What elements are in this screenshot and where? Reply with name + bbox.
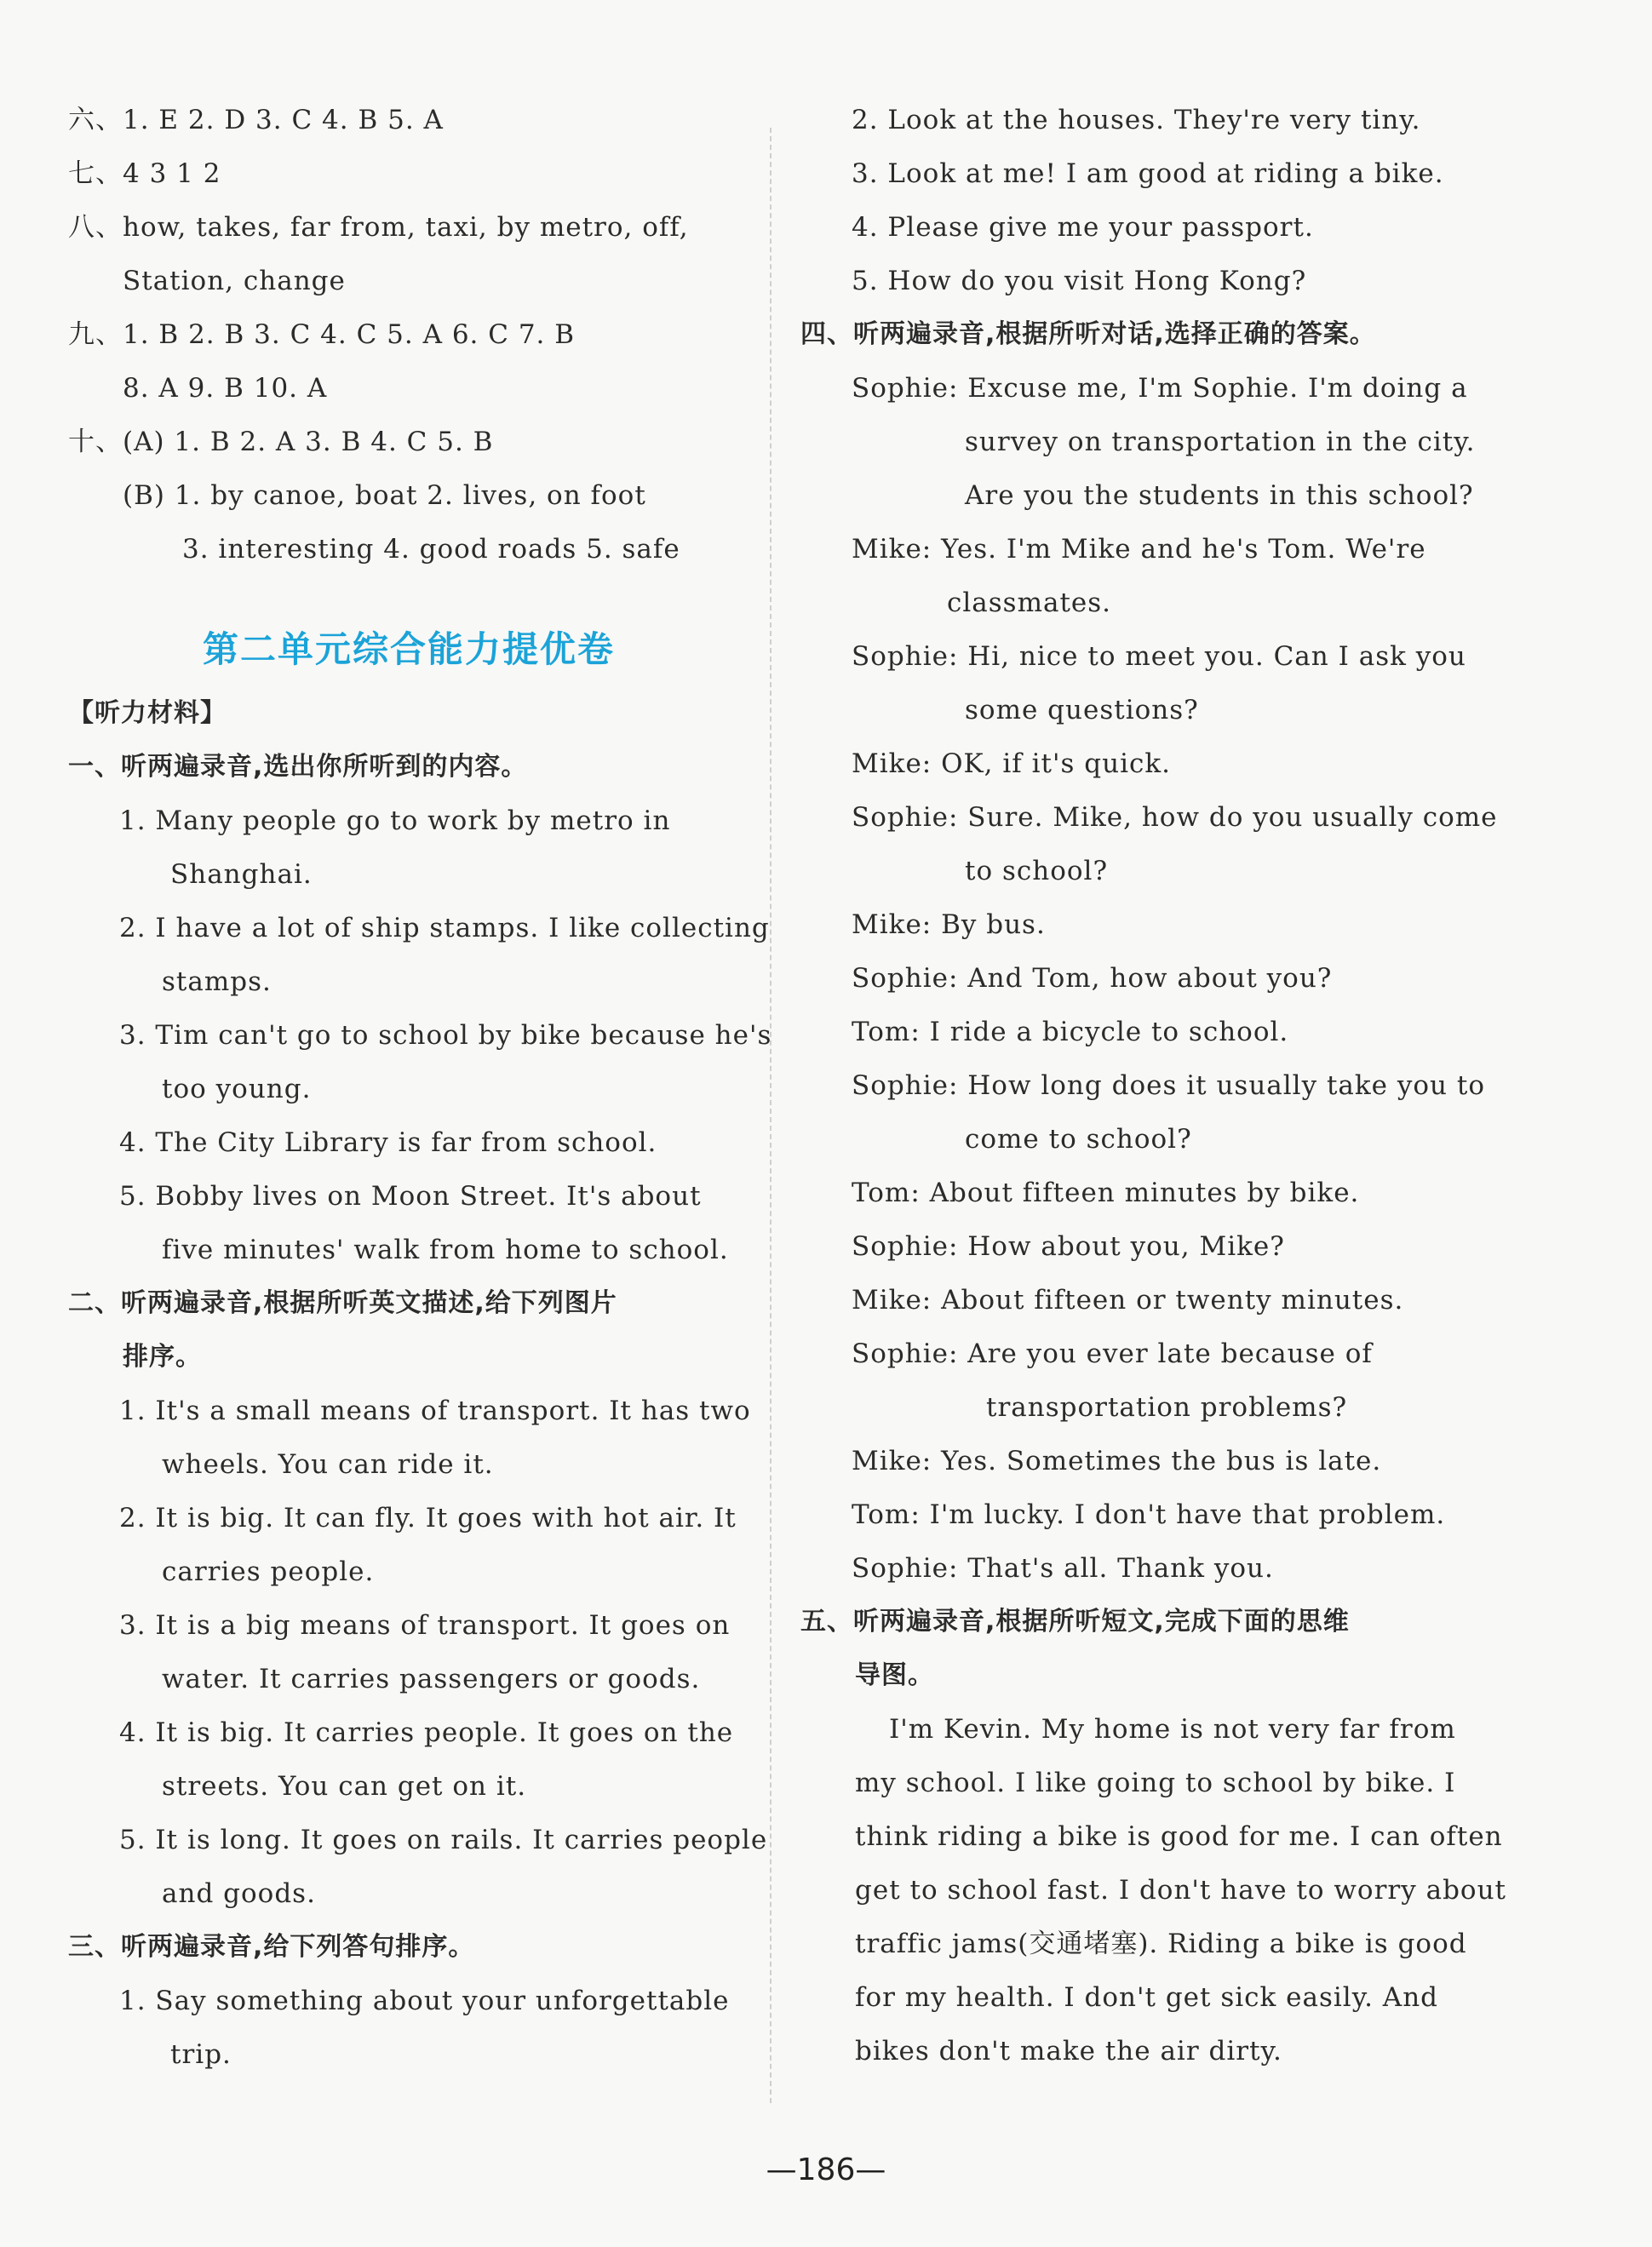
right-line: Tom: I'm lucky. I don't have that problem. xyxy=(852,1499,1446,1530)
left-line: 七、4 3 1 2 xyxy=(68,158,221,189)
left-line: five minutes' walk from home to school. xyxy=(162,1235,729,1265)
right-line: Sophie: Sure. Mike, how do you usually come xyxy=(852,802,1498,833)
left-line: wheels. You can ride it. xyxy=(162,1449,494,1480)
left-line: 1. Many people go to work by metro in xyxy=(119,805,671,836)
left-line: 4. It is big. It carries people. It goes on the xyxy=(119,1717,734,1748)
left-line: 三、听两遍录音,给下列答句排序。 xyxy=(68,1932,475,1962)
left-line: 八、how, takes, far from, taxi, by metro, off, xyxy=(68,212,689,243)
left-line: 六、1. E 2. D 3. C 4. B 5. A xyxy=(68,105,444,135)
left-line: 5. It is long. It goes on rails. It carries people xyxy=(119,1825,768,1855)
right-line: Mike: Yes. Sometimes the bus is late. xyxy=(852,1446,1382,1476)
left-line: 8. A 9. B 10. A xyxy=(123,373,328,404)
section-title: 第二单元综合能力提优卷 xyxy=(202,628,615,670)
left-line: carries people. xyxy=(162,1556,375,1587)
right-line: Are you the students in this school? xyxy=(965,480,1474,511)
right-line: Sophie: How about you, Mike? xyxy=(852,1231,1285,1262)
right-line: Sophie: Hi, nice to meet you. Can I ask you xyxy=(852,641,1466,672)
left-line: trip. xyxy=(170,2039,232,2070)
left-line: 1. Say something about your unforgettable xyxy=(119,1986,730,2016)
left-line: 4. The City Library is far from school. xyxy=(119,1127,657,1158)
left-line: 2. I have a lot of ship stamps. I like collecting xyxy=(119,913,770,943)
right-line: Mike: About fifteen or twenty minutes. xyxy=(852,1285,1404,1316)
page-number: —186— xyxy=(766,2152,886,2187)
left-line: 2. It is big. It can fly. It goes with hot air. It xyxy=(119,1503,737,1533)
left-line: too young. xyxy=(162,1074,312,1104)
left-line: 十、(A) 1. B 2. A 3. B 4. C 5. B xyxy=(68,427,494,457)
right-line: to school? xyxy=(965,856,1109,886)
left-line: 九、1. B 2. B 3. C 4. C 5. A 6. C 7. B xyxy=(68,319,576,350)
right-line: for my health. I don't get sick easily. And xyxy=(855,1982,1439,2013)
left-line: 3. It is a big means of transport. It goes on xyxy=(119,1610,731,1641)
left-line: 排序。 xyxy=(123,1342,202,1372)
right-line: 3. Look at me! I am good at riding a bike. xyxy=(852,158,1444,189)
right-line: get to school fast. I don't have to worry about xyxy=(855,1875,1506,1906)
right-line: my school. I like going to school by bike. I xyxy=(855,1768,1456,1798)
right-line: bikes don't make the air dirty. xyxy=(855,2036,1282,2066)
column-divider xyxy=(770,128,772,2103)
left-line: 【听力材料】 xyxy=(68,698,227,728)
right-line: 5. How do you visit Hong Kong? xyxy=(852,266,1307,296)
left-line: 3. interesting 4. good roads 5. safe xyxy=(182,534,680,565)
right-line: 4. Please give me your passport. xyxy=(852,212,1314,243)
left-line: streets. You can get on it. xyxy=(162,1771,527,1802)
right-line: classmates. xyxy=(947,588,1112,618)
right-line: think riding a bike is good for me. I can often xyxy=(855,1821,1503,1852)
right-line: 导图。 xyxy=(855,1660,934,1690)
left-line: 二、听两遍录音,根据所听英文描述,给下列图片 xyxy=(68,1288,617,1318)
left-line: Shanghai. xyxy=(170,859,313,890)
left-line: and goods. xyxy=(162,1878,316,1909)
right-line: Mike: By bus. xyxy=(852,909,1046,940)
right-line: survey on transportation in the city. xyxy=(965,427,1476,457)
right-line: Sophie: And Tom, how about you? xyxy=(852,963,1333,994)
right-line: 2. Look at the houses. They're very tiny. xyxy=(852,105,1421,135)
right-line: Sophie: How long does it usually take you to xyxy=(852,1070,1485,1101)
right-line: come to school? xyxy=(965,1124,1192,1155)
left-line: 5. Bobby lives on Moon Street. It's about xyxy=(119,1181,702,1212)
right-line: I'm Kevin. My home is not very far from xyxy=(889,1714,1456,1745)
left-line: water. It carries passengers or goods. xyxy=(162,1664,701,1694)
right-line: Tom: About fifteen minutes by bike. xyxy=(852,1178,1360,1208)
right-line: Sophie: Excuse me, I'm Sophie. I'm doing a xyxy=(852,373,1468,404)
left-line: (B) 1. by canoe, boat 2. lives, on foot xyxy=(123,480,646,511)
right-line: Sophie: Are you ever late because of xyxy=(852,1338,1373,1369)
right-line: some questions? xyxy=(965,695,1199,725)
right-line: transportation problems? xyxy=(986,1392,1348,1423)
right-line: traffic jams(交通堵塞). Riding a bike is good xyxy=(855,1929,1467,1959)
right-line: Sophie: That's all. Thank you. xyxy=(852,1553,1274,1584)
right-line: 四、听两遍录音,根据所听对话,选择正确的答案。 xyxy=(800,319,1376,349)
left-line: 一、听两遍录音,选出你所听到的内容。 xyxy=(68,752,528,782)
left-line: 1. It's a small means of transport. It has two xyxy=(119,1396,751,1426)
left-line: 3. Tim can't go to school by bike because he's xyxy=(119,1020,772,1051)
right-line: 五、听两遍录音,根据所听短文,完成下面的思维 xyxy=(800,1607,1350,1637)
left-line: stamps. xyxy=(162,966,272,997)
right-line: Mike: Yes. I'm Mike and he's Tom. We're xyxy=(852,534,1426,565)
right-line: Mike: OK, if it's quick. xyxy=(852,748,1171,779)
right-line: Tom: I ride a bicycle to school. xyxy=(852,1017,1289,1047)
left-line: Station, change xyxy=(123,266,346,296)
